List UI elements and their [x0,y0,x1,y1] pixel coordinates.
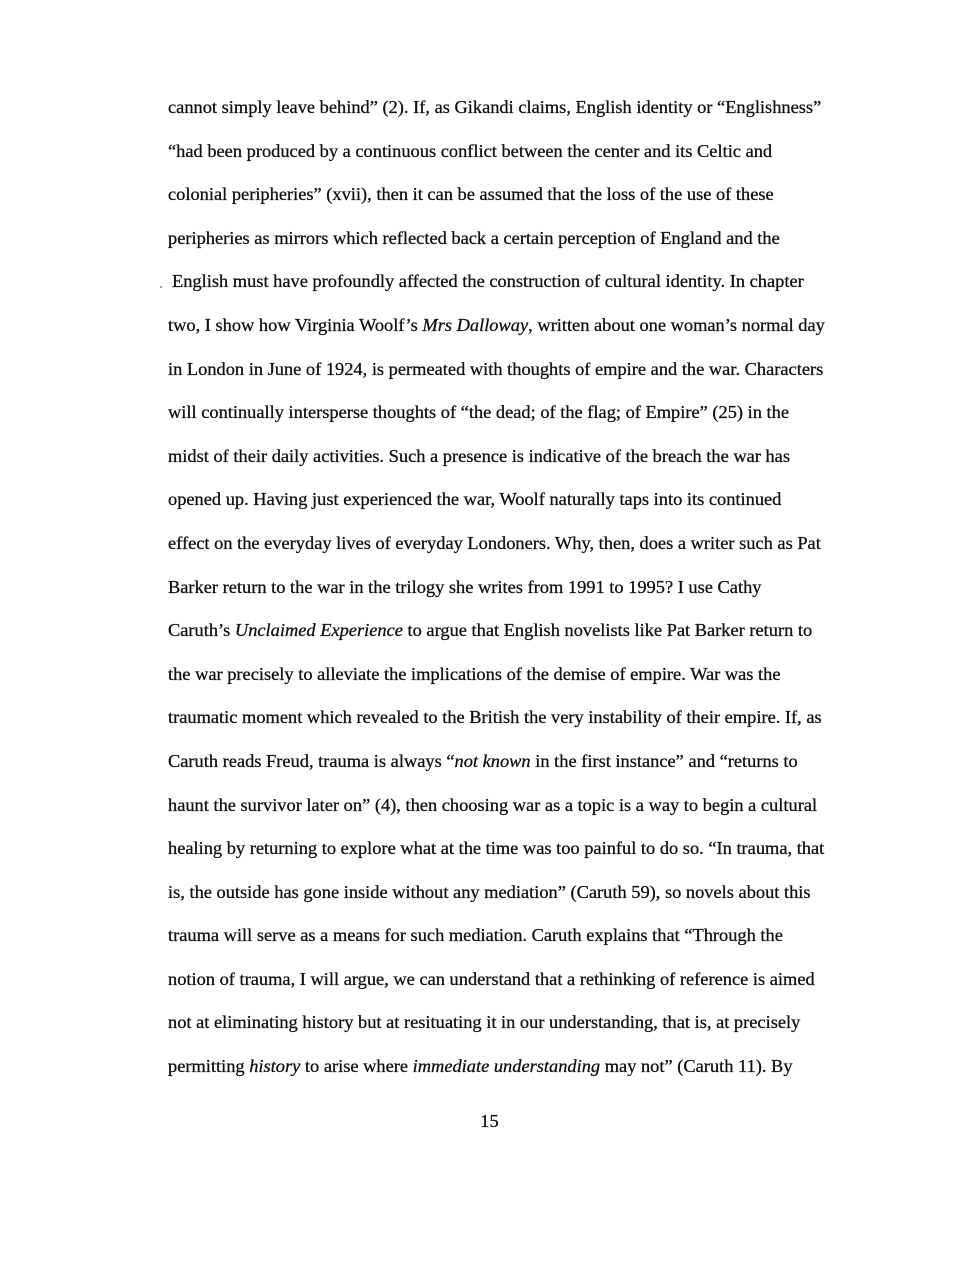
text-line [168,348,868,392]
text-run: Caruth reads Freud, trauma is always “ [168,750,455,771]
text-line [168,740,868,784]
text-line [168,391,868,435]
text-line [168,86,868,130]
text-run: in London in June of 1924, is permeated with thoughts of empire and the war. Characters [168,358,824,379]
text-line [168,173,868,217]
text-run: healing by returning to explore what at the time was too painful to do so. “In trauma, that [168,838,825,859]
text-run: two, I show how Virginia Woolf’s [168,314,423,335]
text-line [168,784,868,828]
text-run: trauma will serve as a means for such mediation. Caruth explains that “Through the [168,925,783,946]
text-line [168,304,868,348]
text-run: peripheries as mirrors which reflected back a certain perception of England and the [168,227,780,248]
text-run: notion of trauma, I will argue, we can understand that a rethinking of reference is aimed [168,968,815,989]
text-run: haunt the survivor later on” (4), then choosing war as a topic is a way to begin a cultural [168,794,818,815]
text-line [168,696,868,740]
text-run: not at eliminating history but at resituating it in our understanding, that is, at precisely [168,1012,801,1033]
text-run: traumatic moment which revealed to the British the very instability of their empire. If, as [168,707,822,728]
text-run: may not” (Caruth 11). By [600,1056,793,1077]
italic-phrase: not known [454,750,531,771]
text-run: is, the outside has gone inside without any mediation” (Caruth 59), so novels about this [168,881,811,902]
italic-title: Mrs Dalloway [422,314,529,335]
italic-title: Unclaimed Experience [234,620,403,641]
text-run: to argue that English novelists like Pat Barker return to [402,620,813,641]
text-line [168,827,868,871]
scan-speck [160,286,162,288]
text-run: opened up. Having just experienced the war, Woolf naturally taps into its continued [168,489,782,510]
italic-phrase: immediate understanding [412,1056,601,1077]
text-run: in the first instance” and “returns to [530,750,798,771]
text-line [168,522,868,566]
text-line [168,1045,868,1089]
text-line [168,653,868,697]
page-number: 15 [480,1111,499,1131]
text-line [168,914,868,958]
text-run: permitting [168,1056,250,1077]
text-run: Caruth’s [168,620,235,641]
text-line [168,435,868,479]
text-line [168,609,868,653]
text-run: effect on the everyday lives of everyday Londoners. Why, then, does a writer such as Pat [168,532,821,553]
text-run: midst of their daily activities. Such a presence is indicative of the breach the war has [168,445,791,466]
text-run: the war precisely to alleviate the implications of the demise of empire. War was the [168,663,781,684]
text-line [168,1001,868,1045]
text-line [168,130,868,174]
text-run: , written about one woman’s normal day [528,314,825,335]
text-run: English must have profoundly affected the construction of cultural identity. In chapter [172,271,804,292]
text-run: cannot simply leave behind” (2). If, as Gikandi claims, English identity or “Englishness” [168,97,822,117]
text-run: will continually intersperse thoughts of “the dead; of the flag; of Empire” (25) in the [168,402,790,423]
text-line [168,871,868,915]
text-line [168,260,868,304]
body-paragraph [168,86,868,1089]
text-run: “had been produced by a continuous conflict between the center and its Celtic and [168,140,773,161]
text-run: Barker return to the war in the trilogy she writes from 1991 to 1995? I use Cathy [168,576,762,597]
text-run: colonial peripheries” (xvii), then it can be assumed that the loss of the use of these [168,184,774,205]
text-line [168,566,868,610]
text-line [168,217,868,261]
text-run: to arise where [300,1056,413,1077]
text-line [168,958,868,1002]
italic-phrase: history [249,1056,301,1077]
text-line [168,478,868,522]
